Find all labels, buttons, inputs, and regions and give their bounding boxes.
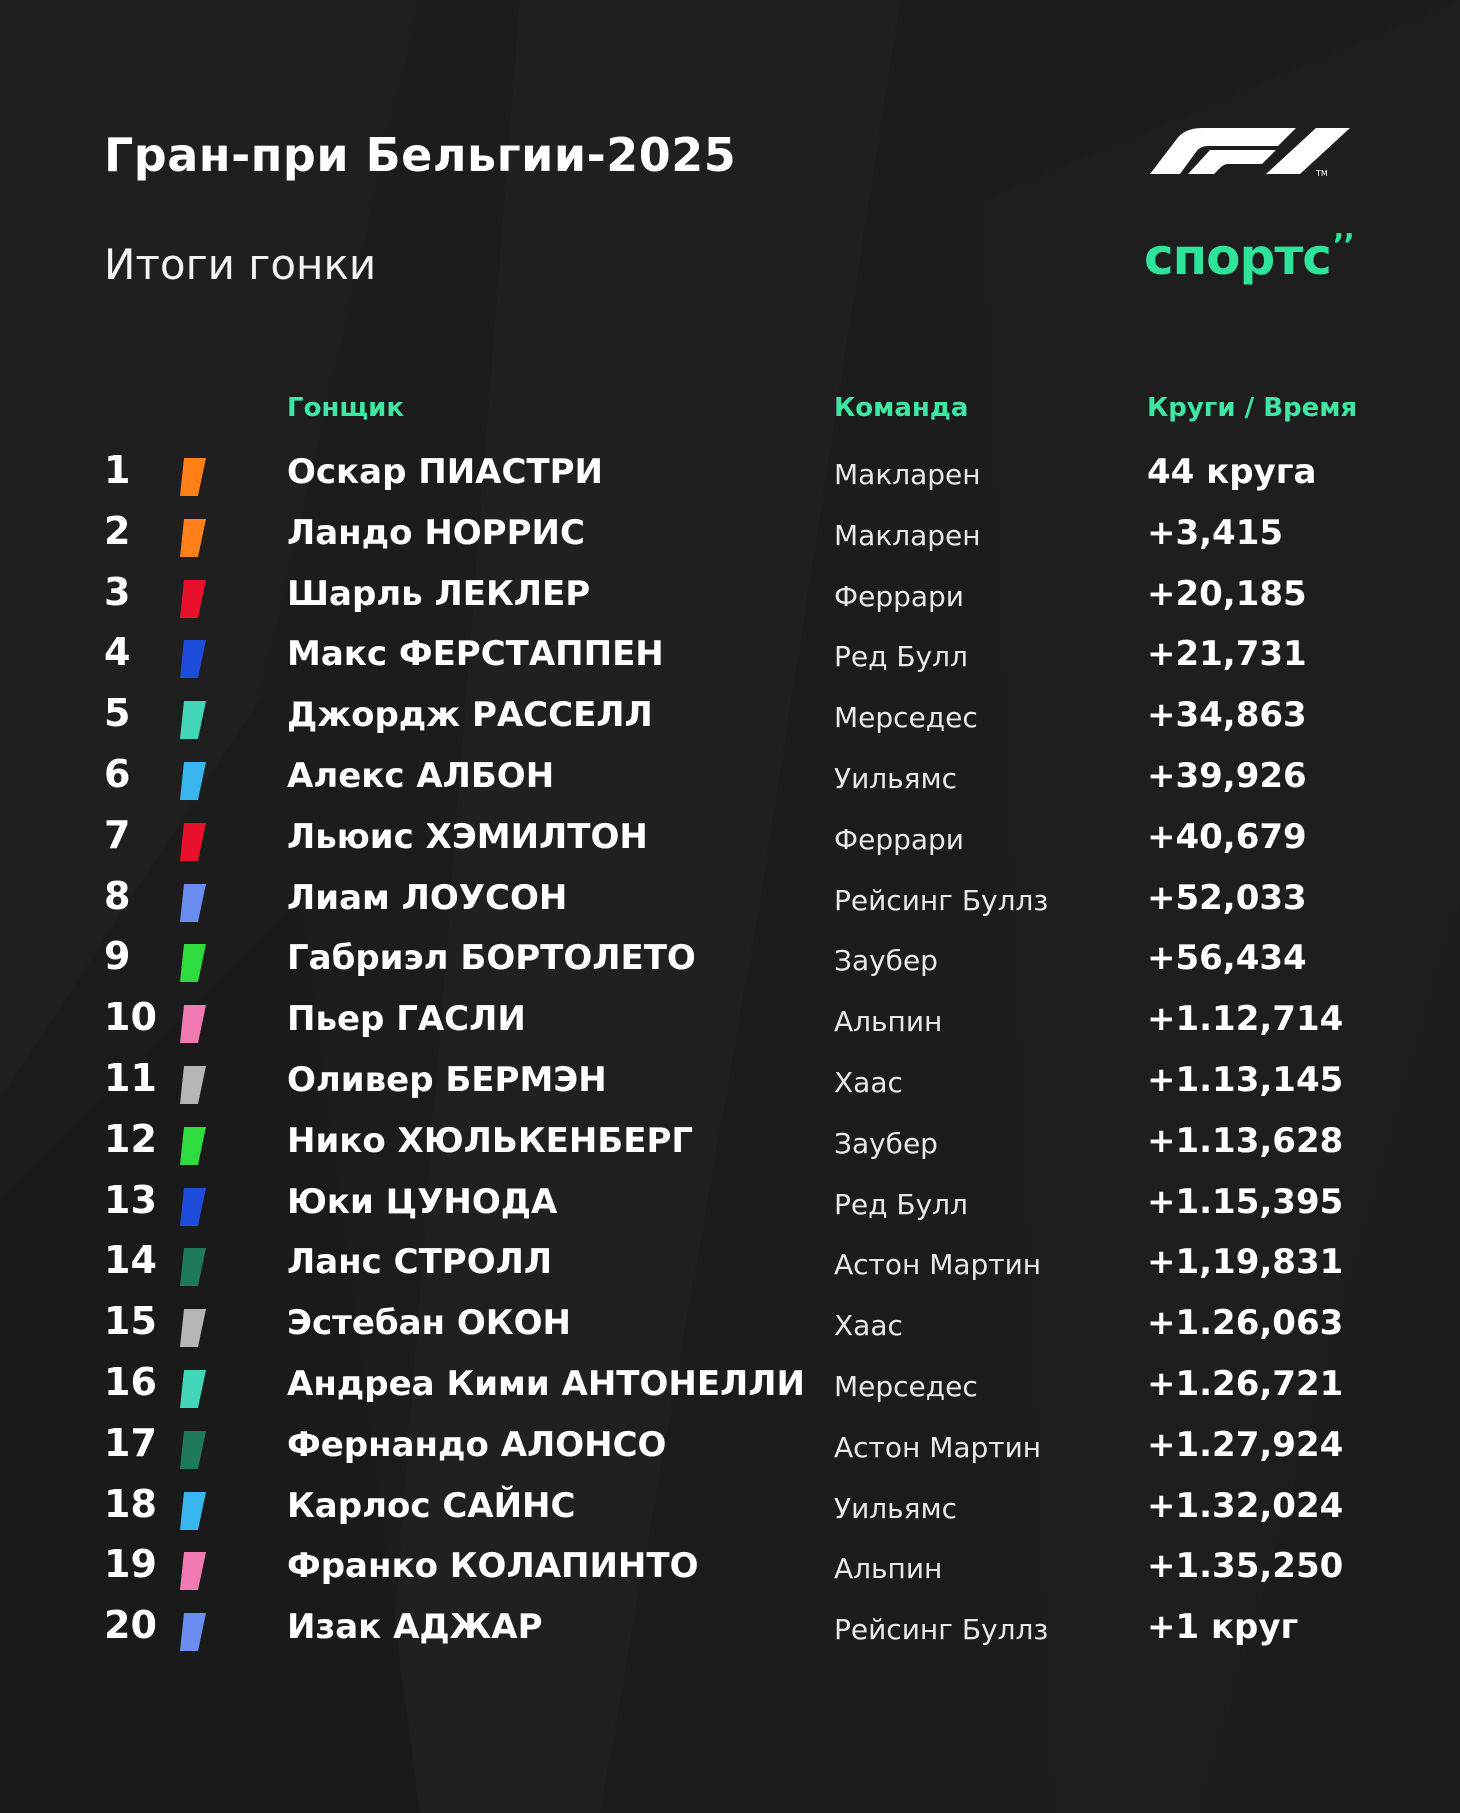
team-color-marker [180,1248,206,1286]
team-color-marker [180,1431,206,1469]
table-row [0,626,1460,687]
driver-name: Андреа Кими АНТОНЕЛЛИ [287,1363,805,1404]
driver-name: Ландо НОРРИС [287,512,585,553]
team-name: Альпин [834,1005,943,1039]
table-row [0,566,1460,627]
race-time: +21,731 [1147,634,1307,675]
position-number: 3 [104,569,131,614]
f1-logo [1146,120,1356,178]
team-color-marker [180,1552,206,1590]
driver-name: Джордж РАССЕЛЛ [287,695,653,736]
team-color-marker [180,823,206,861]
driver-name: Шарль ЛЕКЛЕР [287,573,591,614]
table-row [0,1052,1460,1113]
team-color-marker [180,1613,206,1651]
position-number: 4 [104,630,131,675]
race-time: +1.13,145 [1147,1059,1344,1100]
race-time: +1.26,721 [1147,1363,1344,1404]
table-row [0,1174,1460,1235]
driver-name: Оливер БЕРМЭН [287,1059,607,1100]
svg-text:TM: TM [1316,169,1328,178]
position-number: 19 [104,1542,157,1587]
team-name: Ред Булл [834,1187,968,1221]
team-color-marker [180,580,206,618]
table-row [0,991,1460,1052]
position-number: 17 [104,1420,157,1465]
race-time: +1,19,831 [1147,1242,1344,1283]
team-name: Астон Мартин [834,1248,1042,1282]
position-number: 10 [104,995,157,1040]
table-row [0,930,1460,991]
team-color-marker [180,884,206,922]
race-time: +56,434 [1147,938,1307,979]
race-time: +34,863 [1147,695,1307,736]
driver-name: Оскар ПИАСТРИ [287,452,603,492]
driver-name: Карлос САЙНС [287,1485,576,1526]
team-name: Заубер [834,1126,938,1160]
position-number: 12 [104,1116,157,1161]
driver-name: Нико ХЮЛЬКЕНБЕРГ [287,1120,694,1161]
team-color-marker [180,519,206,557]
table-row [0,1113,1460,1174]
table-row [0,1417,1460,1478]
team-color-marker [180,640,206,678]
driver-name: Лиам ЛОУСОН [287,877,568,918]
position-number: 13 [104,1177,157,1222]
driver-name: Фернандо АЛОНСО [287,1424,667,1465]
position-number: 11 [104,1055,157,1100]
column-header-driver: Гонщик [287,393,404,423]
table-row [0,444,1460,505]
team-color-marker [180,701,206,739]
driver-name: Алекс АЛБОН [287,755,555,796]
race-time: +3,415 [1147,512,1284,553]
driver-name: Макс ФЕРСТАППЕН [287,634,664,675]
sports-ru-logo-tick: ’’ [1332,228,1354,263]
table-row [0,870,1460,931]
race-time: +1.12,714 [1147,999,1344,1040]
table-row [0,1599,1460,1660]
position-number: 1 [104,448,131,492]
position-number: 15 [104,1299,157,1344]
position-number: 8 [104,873,131,918]
team-name: Уильямс [834,761,958,795]
team-color-marker [180,1188,206,1226]
position-number: 14 [104,1238,157,1283]
team-name: Феррари [834,822,965,856]
table-row [0,1295,1460,1356]
team-name: Хаас [834,1065,903,1099]
table-row [0,809,1460,870]
driver-name: Ланс СТРОЛЛ [287,1242,553,1283]
driver-name: Габриэл БОРТОЛЕТО [287,938,696,979]
team-color-marker [180,1005,206,1043]
driver-name: Юки ЦУНОДА [287,1181,558,1222]
table-row [0,1478,1460,1539]
driver-name: Изак АДЖАР [287,1607,543,1648]
team-name: Заубер [834,944,938,978]
race-time: +1.32,024 [1147,1485,1344,1526]
column-header-team: Команда [834,393,969,423]
team-name: Мерседес [834,1369,978,1403]
table-row [0,505,1460,566]
team-color-marker [180,1127,206,1165]
team-color-marker [180,1066,206,1104]
team-color-marker [180,1492,206,1530]
table-row [0,748,1460,809]
race-time: +1.27,924 [1147,1424,1344,1465]
sports-ru-logo [1144,228,1354,286]
team-name: Уильямс [834,1491,958,1525]
team-name: Рейсинг Буллз [834,1613,1049,1647]
team-color-marker [180,762,206,800]
position-number: 5 [104,691,131,736]
team-color-marker [180,1370,206,1408]
team-name: Макларен [834,458,981,491]
table-row [0,687,1460,748]
race-time: +52,033 [1147,877,1307,918]
page-subtitle: Итоги гонки [104,240,377,289]
team-color-marker [180,1309,206,1347]
team-name: Макларен [834,518,981,552]
team-name: Мерседес [834,701,978,735]
team-name: Ред Булл [834,640,968,674]
race-time: +40,679 [1147,816,1307,857]
table-row [0,1356,1460,1417]
team-name: Хаас [834,1309,903,1343]
team-name: Рейсинг Буллз [834,883,1049,917]
driver-name: Пьер ГАСЛИ [287,999,526,1040]
position-number: 16 [104,1359,157,1404]
position-number: 7 [104,812,131,857]
driver-name: Франко КОЛАПИНТО [287,1546,699,1587]
team-color-marker [180,458,206,496]
position-number: 9 [104,934,131,979]
race-time: +1.15,395 [1147,1181,1344,1222]
results-list [0,444,1460,1660]
race-time: 44 круга [1147,452,1317,492]
position-number: 2 [104,508,131,553]
race-time: +1.26,063 [1147,1303,1344,1344]
page-title: Гран-при Бельгии-2025 [104,128,737,182]
sports-ru-logo-text: спортс [1144,228,1331,286]
driver-name: Эстебан ОКОН [287,1303,571,1344]
team-name: Альпин [834,1552,943,1586]
driver-name: Льюис ХЭМИЛТОН [287,816,648,857]
team-name: Астон Мартин [834,1430,1042,1464]
position-number: 18 [104,1481,157,1526]
table-row [0,1538,1460,1599]
race-time: +1.35,250 [1147,1546,1344,1587]
table-row [0,1234,1460,1295]
race-time: +1 круг [1147,1607,1299,1648]
position-number: 6 [104,751,131,796]
race-time: +1.13,628 [1147,1120,1344,1161]
race-time: +39,926 [1147,755,1307,796]
race-time: +20,185 [1147,573,1307,614]
position-number: 20 [104,1603,157,1648]
team-color-marker [180,944,206,982]
team-name: Феррари [834,579,965,613]
column-header-time: Круги / Время [1147,393,1358,423]
